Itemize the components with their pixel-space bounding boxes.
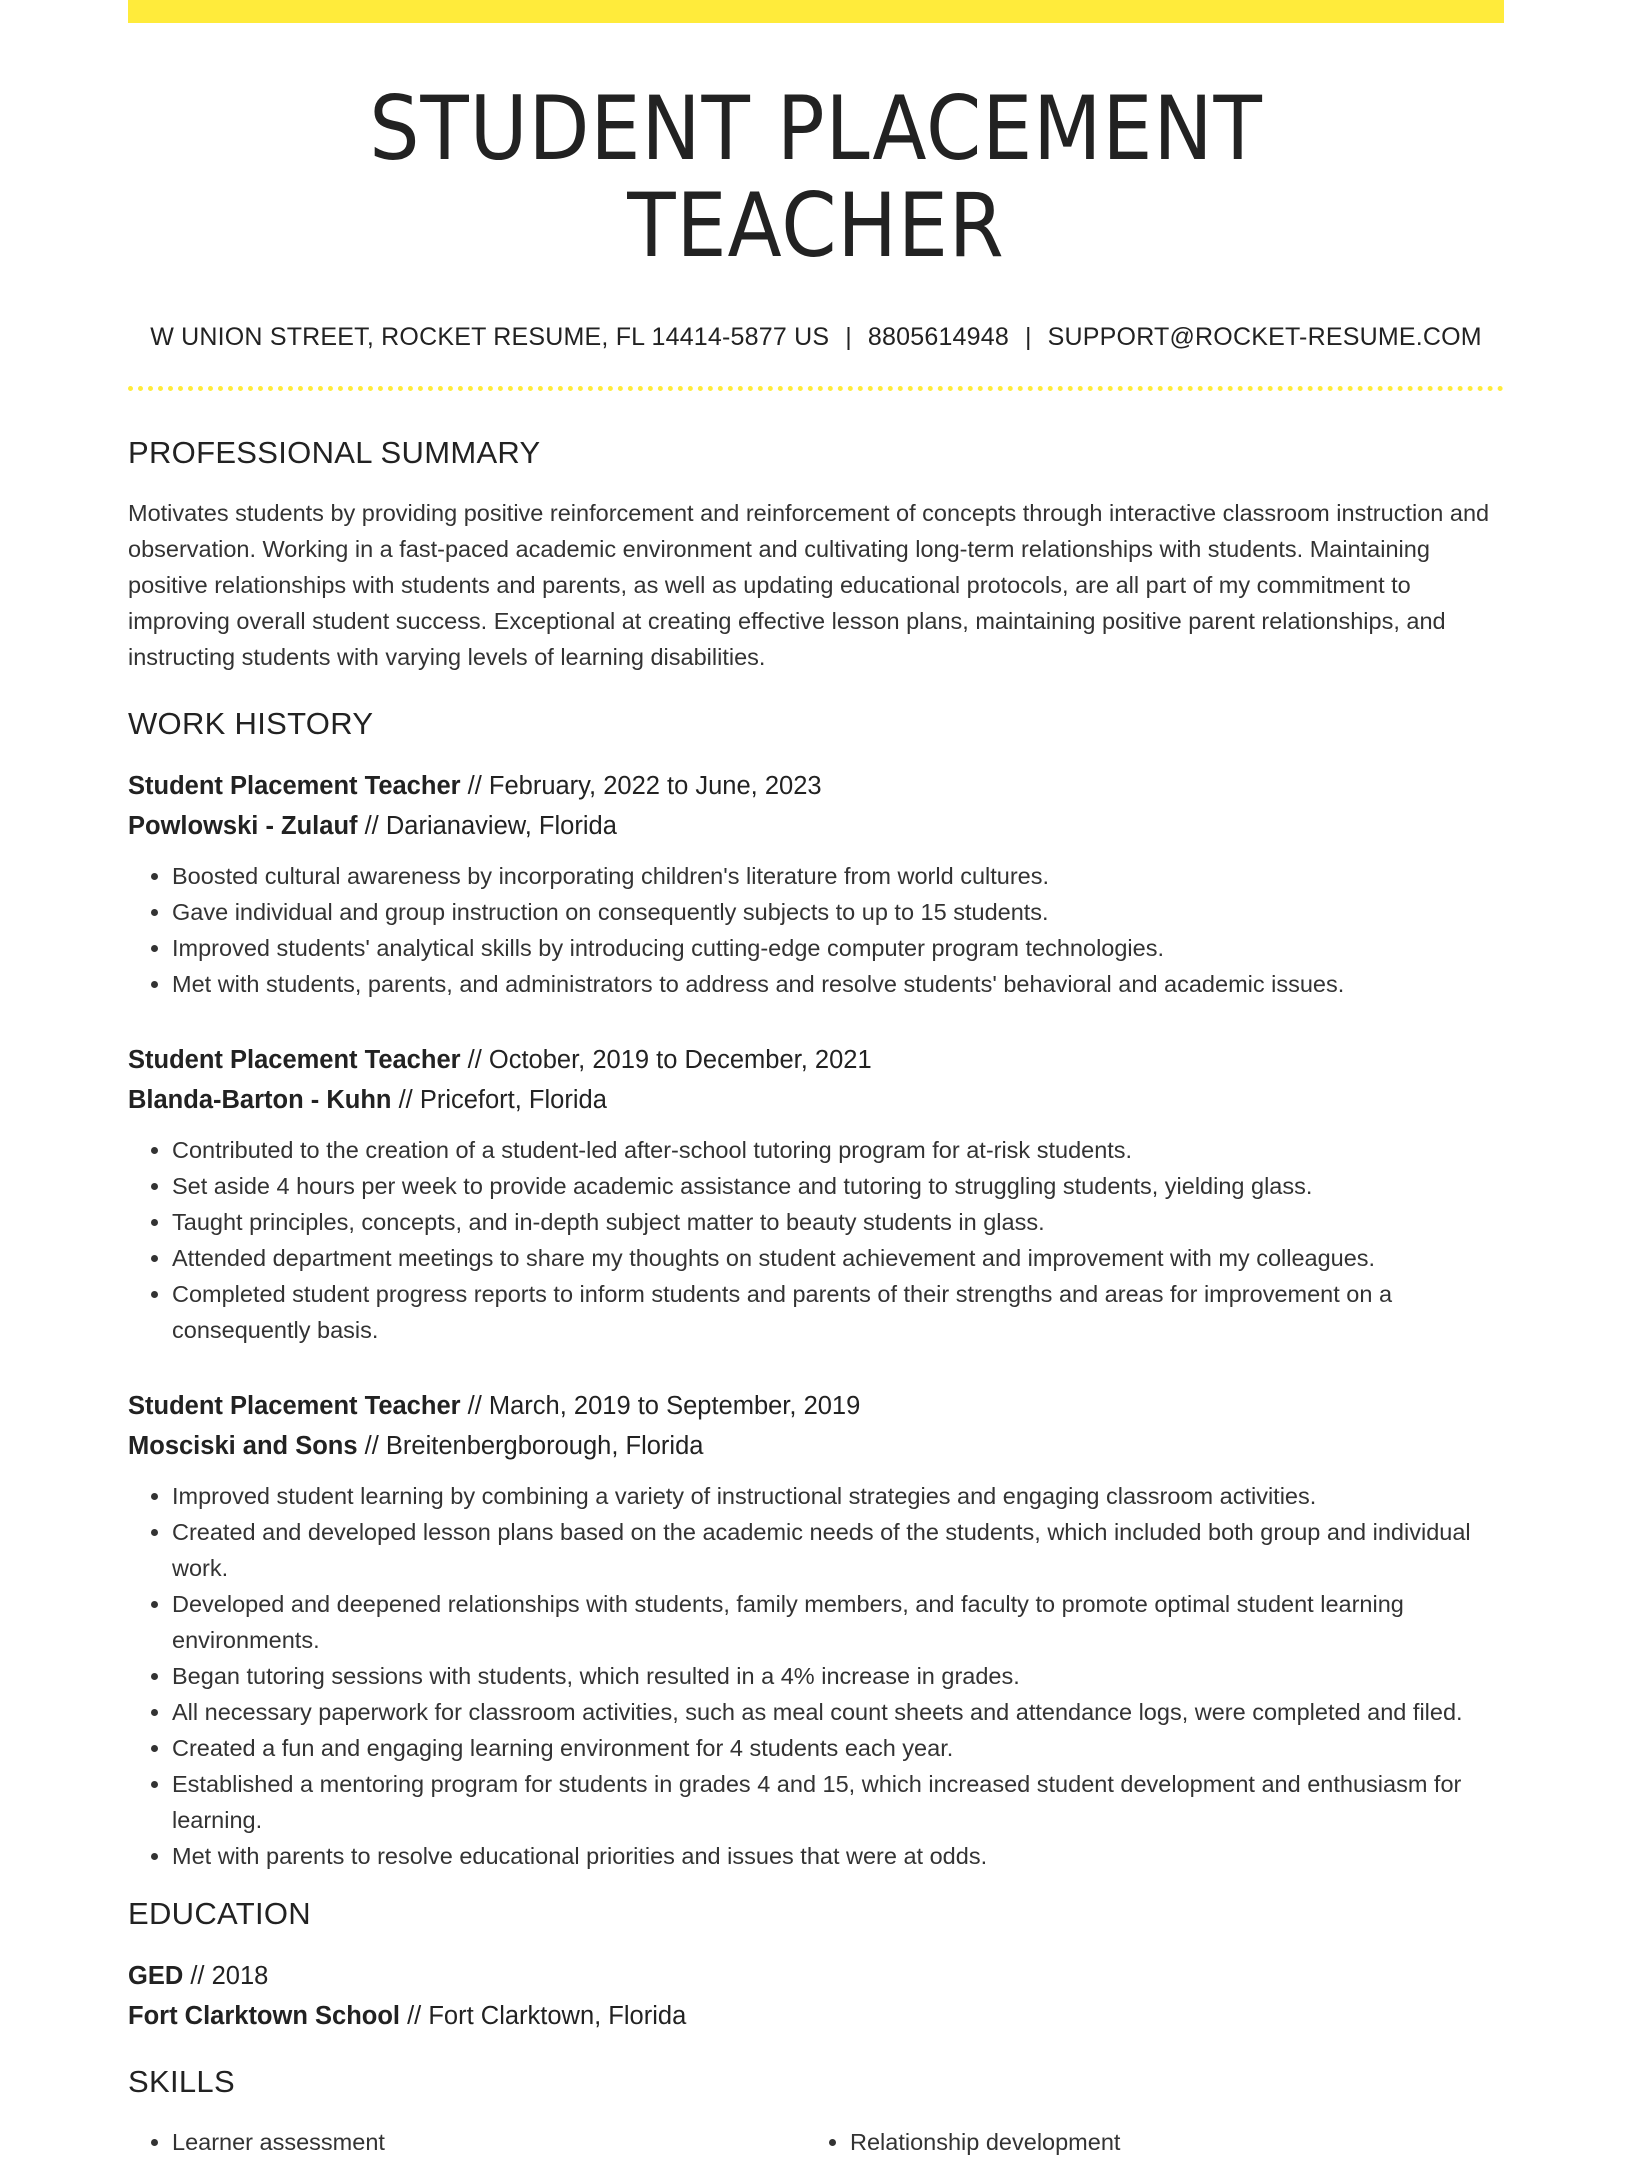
contact-phone: 8805614948 bbox=[867, 322, 1009, 351]
education-entry bbox=[128, 1956, 1504, 2036]
job-title-line bbox=[128, 1040, 1504, 1080]
job-company-line bbox=[128, 1426, 1504, 1466]
job-bullet: • Created a fun and engaging learning environment for 4 students each year. bbox=[172, 1730, 1504, 1766]
job-bullet: • Established a mentoring program for students in grades 4 and 15, which increased student development and enthusiasm for learning. bbox=[172, 1766, 1504, 1838]
contact-email: SUPPORT@ROCKET-RESUME.COM bbox=[1047, 322, 1482, 351]
job-bullets bbox=[128, 1132, 1504, 1348]
job-location: // Pricefort, Florida bbox=[391, 1085, 607, 1114]
dotted-divider bbox=[128, 386, 1504, 391]
job-bullet: • Contributed to the creation of a student-led after-school tutoring program for at-risk students. bbox=[172, 1132, 1504, 1168]
job-entry bbox=[128, 766, 1504, 1002]
job-bullet: • Developed and deepened relationships with students, family members, and faculty to promote optimal student learning environments. bbox=[172, 1586, 1504, 1658]
job-role: Student Placement Teacher bbox=[128, 771, 461, 800]
job-bullet: • Met with students, parents, and administrators to address and resolve students' behavioral and academic issues. bbox=[172, 966, 1504, 1002]
job-company: Blanda-Barton - Kuhn bbox=[128, 1085, 392, 1114]
skills-column-left bbox=[128, 2124, 806, 2160]
contact-separator: | bbox=[845, 322, 852, 351]
job-bullet: • Set aside 4 hours per week to provide academic assistance and tutoring to struggling students, yielding glass. bbox=[172, 1168, 1504, 1204]
job-location: // Darianaview, Florida bbox=[357, 811, 617, 840]
job-bullet: • Completed student progress reports to inform students and parents of their strengths and areas for improvement on a consequently basis. bbox=[172, 1276, 1504, 1348]
job-bullet: • Met with parents to resolve educational priorities and issues that were at odds. bbox=[172, 1838, 1504, 1874]
job-bullet: • All necessary paperwork for classroom activities, such as meal count sheets and attendance logs, were completed and filed. bbox=[172, 1694, 1504, 1730]
job-bullet: • Improved student learning by combining a variety of instructional strategies and engaging classroom activities. bbox=[172, 1478, 1504, 1514]
job-bullet: • Boosted cultural awareness by incorporating children's literature from world cultures. bbox=[172, 858, 1504, 894]
education-degree-line bbox=[128, 1956, 1504, 1996]
summary-text: Motivates students by providing positive reinforcement and reinforcement of concepts through interactive classroom instruction and observation. Working in a fast-paced academic environment and cultivating long-term relationships with students. Maintaining positive relationships with students and parents, as well as updating educational protocols, are all part of my commitment to improving overall student success. Exceptional at creating effective lesson plans, maintaining positive parent relationships, and instructing students with varying levels of learning disabilities. bbox=[128, 499, 1490, 670]
job-bullets bbox=[128, 858, 1504, 1002]
skills-list bbox=[128, 2124, 1504, 2160]
job-bullet: • Improved students' analytical skills by introducing cutting-edge computer program technologies. bbox=[172, 930, 1504, 966]
job-entry bbox=[128, 1040, 1504, 1348]
job-role: Student Placement Teacher bbox=[128, 1045, 461, 1074]
job-dates: // February, 2022 to June, 2023 bbox=[460, 771, 822, 800]
resume-page bbox=[128, 0, 1504, 2160]
summary-heading: PROFESSIONAL SUMMARY bbox=[128, 434, 541, 470]
job-bullet: • Created and developed lesson plans based on the academic needs of the students, which included both group and individual work. bbox=[172, 1514, 1504, 1586]
contact-address: W UNION STREET, ROCKET RESUME, FL 14414-5877 US bbox=[150, 322, 830, 351]
job-bullet: • Began tutoring sessions with students, which resulted in a 4% increase in grades. bbox=[172, 1658, 1504, 1694]
job-title-line bbox=[128, 766, 1504, 806]
job-company: Powlowski - Zulauf bbox=[128, 811, 358, 840]
job-company: Mosciski and Sons bbox=[128, 1431, 358, 1460]
job-entry bbox=[128, 1386, 1504, 1874]
education-location: // Fort Clarktown, Florida bbox=[400, 2001, 687, 2030]
job-role: Student Placement Teacher bbox=[128, 1391, 461, 1420]
candidate-name: STUDENT PLACEMENT TEACHER bbox=[369, 77, 1263, 277]
education-heading: EDUCATION bbox=[128, 1895, 311, 1931]
education-degree: GED bbox=[128, 1961, 184, 1990]
education-school: Fort Clarktown School bbox=[128, 2001, 401, 2030]
job-company-line bbox=[128, 806, 1504, 846]
job-bullets bbox=[128, 1478, 1504, 1874]
job-title-line bbox=[128, 1386, 1504, 1426]
skills-heading: SKILLS bbox=[128, 2063, 235, 2099]
job-bullet: • Attended department meetings to share my thoughts on student achievement and improvement with my colleagues. bbox=[172, 1240, 1504, 1276]
contact-separator: | bbox=[1024, 322, 1032, 351]
job-bullet: • Taught principles, concepts, and in-depth subject matter to beauty students in glass. bbox=[172, 1204, 1504, 1240]
accent-top-bar bbox=[128, 0, 1504, 23]
skill-item: • Learner assessment bbox=[172, 2124, 806, 2160]
skill-item: • Relationship development bbox=[850, 2124, 1484, 2160]
job-location: // Breitenbergborough, Florida bbox=[357, 1431, 704, 1460]
work-history-heading: WORK HISTORY bbox=[128, 705, 374, 741]
education-school-line bbox=[128, 1996, 1504, 2036]
contact-line bbox=[128, 323, 1504, 352]
job-bullet: • Gave individual and group instruction on consequently subjects to up to 15 students. bbox=[172, 894, 1504, 930]
job-dates: // March, 2019 to September, 2019 bbox=[460, 1391, 861, 1420]
skills-column-right bbox=[806, 2124, 1484, 2160]
job-company-line bbox=[128, 1080, 1504, 1120]
job-dates: // October, 2019 to December, 2021 bbox=[460, 1045, 872, 1074]
education-year: // 2018 bbox=[183, 1961, 269, 1990]
